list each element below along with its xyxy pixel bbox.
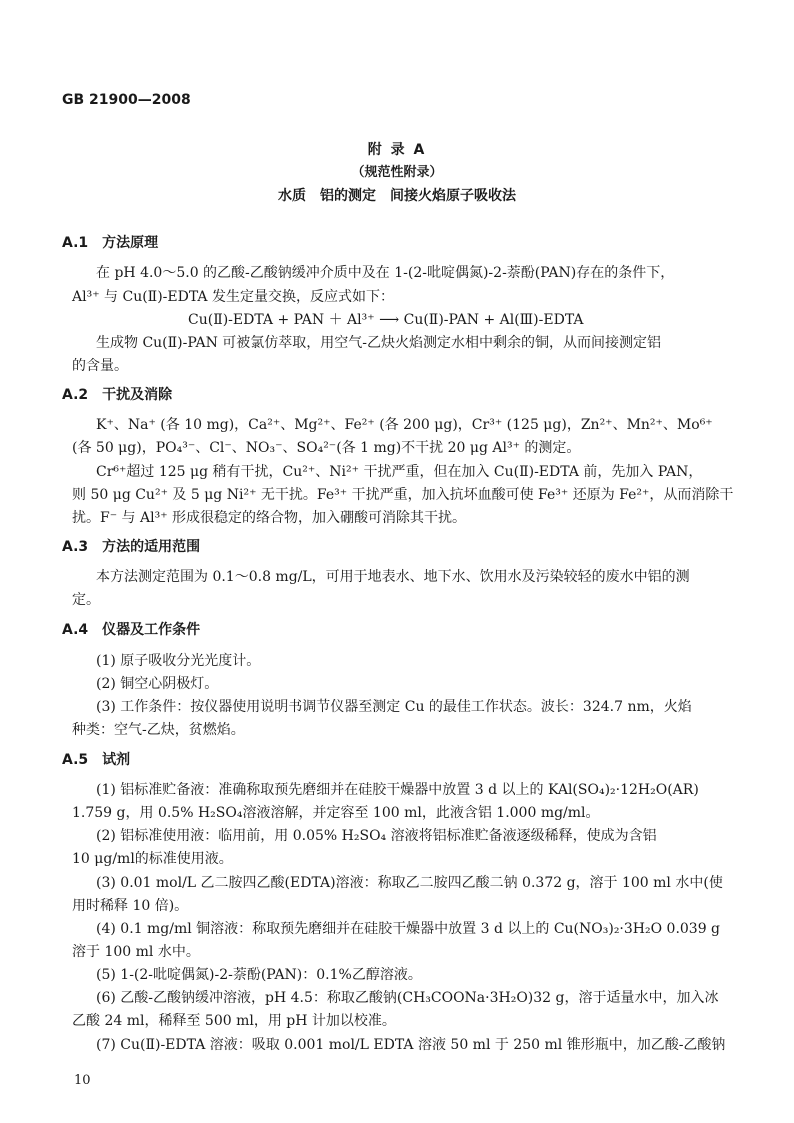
section-heading-a5: A.5 试剂 (62, 752, 131, 768)
text-line: (各 50 μg)，PO₄³⁻、Cl⁻、NO₃⁻、SO₄²⁻(各 1 mg)不干扰 20 μg Al³⁺ 的测定。 (72, 440, 581, 456)
list-item: (1) 原子吸收分光光度计。 (96, 653, 261, 669)
list-item: (2) 铜空心阴极灯。 (96, 676, 219, 692)
text-line: 在 pH 4.0～5.0 的乙酸-乙酸钠缓冲介质中及在 1-(2-吡啶偶氮)-2-萘酚(PAN)存在的条件下， (96, 265, 675, 281)
section-heading-a1: A.1 方法原理 (62, 235, 159, 251)
text-line: 则 50 μg Cu²⁺ 及 5 μg Ni²⁺ 无干扰。Fe³⁺ 干扰严重，加入抗坏血酸可使 Fe³⁺ 还原为 Fe²⁺，从而消除干 (72, 487, 734, 503)
appendix-label: 附 录 A (367, 142, 427, 158)
section-heading-a3: A.3 方法的适用范围 (62, 539, 201, 555)
section-heading-a2: A.2 干扰及消除 (62, 387, 173, 403)
list-item: (7) Cu(Ⅱ)-EDTA 溶液：吸取 0.001 mol/L EDTA 溶液 50 ml 于 250 ml 锥形瓶中，加乙酸-乙酸钠 (96, 1037, 726, 1053)
list-item: (1) 铝标准贮备液：准确称取预先磨细并在硅胶干燥器中放置 3 d 以上的 KAl(SO₄)₂·12H₂O(AR) (96, 782, 699, 798)
text-line: 生成物 Cu(Ⅱ)-PAN 可被氯仿萃取，用空气-乙炔火焰测定水相中剩余的铜，从而间接测定铝 (96, 335, 662, 351)
text-line: 10 μg/ml的标准使用液。 (72, 851, 233, 867)
list-item: (6) 乙酸-乙酸钠缓冲溶液，pH 4.5：称取乙酸钠(CH₃COONa·3H₂O)32 g，溶于适量水中，加入冰 (96, 990, 719, 1006)
list-item: (2) 铝标准使用液：临用前，用 0.05% H₂SO₄ 溶液将铝标准贮备液逐级稀释，使成为含铝 (96, 828, 657, 844)
text-line: K⁺、Na⁺ (各 10 mg)，Ca²⁺、Mg²⁺、Fe²⁺ (各 200 μg)，Cr³⁺ (125 μg)，Zn²⁺、Mn²⁺、Mo⁶⁺ (96, 417, 713, 433)
list-item: (5) 1-(2-吡啶偶氮)-2-萘酚(PAN)：0.1%乙醇溶液。 (96, 967, 422, 983)
list-item: (3) 0.01 mol/L 乙二胺四乙酸(EDTA)溶液：称取乙二胺四乙酸二钠 0.372 g，溶于 100 ml 水中(使 (96, 875, 723, 891)
text-line: 的含量。 (72, 358, 128, 374)
text-line: 本方法测定范围为 0.1～0.8 mg/L，可用于地表水、地下水、饮用水及污染较轻的废水中铝的测 (96, 569, 690, 585)
text-line: 定。 (72, 592, 100, 608)
reaction-equation: Cu(Ⅱ)-EDTA + PAN ＋ Al³⁺ ⟶ Cu(Ⅱ)-PAN + Al(Ⅲ)-EDTA (188, 312, 584, 328)
text-line: 种类：空气-乙炔，贫燃焰。 (72, 722, 245, 738)
text-line: Al³⁺ 与 Cu(Ⅱ)-EDTA 发生定量交换，反应式如下： (72, 289, 394, 305)
section-heading-a4: A.4 仪器及工作条件 (62, 622, 201, 638)
appendix-title: 水质 铝的测定 间接火焰原子吸收法 (278, 188, 516, 204)
text-line: 乙酸 24 ml，稀释至 500 ml，用 pH 计加以校准。 (72, 1013, 396, 1029)
standard-number-header: GB 21900—2008 (62, 92, 191, 108)
page-number: 10 (74, 1073, 91, 1088)
text-line: 溶于 100 ml 水中。 (72, 944, 200, 960)
text-line: 扰。F⁻ 与 Al³⁺ 形成很稳定的络合物，加入硼酸可消除其干扰。 (72, 510, 467, 526)
text-line: 用时稀释 10 倍)。 (72, 898, 189, 914)
text-line: Cr⁶⁺超过 125 μg 稍有干扰，Cu²⁺、Ni²⁺ 干扰严重，但在加入 Cu(Ⅱ)-EDTA 前，先加入 PAN， (96, 464, 703, 480)
list-item: (3) 工作条件：按仪器使用说明书调节仪器至测定 Cu 的最佳工作状态。波长：324.7 nm，火焰 (96, 699, 692, 715)
appendix-type: （规范性附录） (351, 165, 443, 180)
list-item: (4) 0.1 mg/ml 铜溶液：称取预先磨细并在硅胶干燥器中放置 3 d 以上的 Cu(NO₃)₂·3H₂O 0.039 g (96, 921, 721, 937)
text-line: 1.759 g，用 0.5% H₂SO₄溶液溶解，并定容至 100 ml，此液含铝 1.000 mg/ml。 (72, 805, 600, 821)
